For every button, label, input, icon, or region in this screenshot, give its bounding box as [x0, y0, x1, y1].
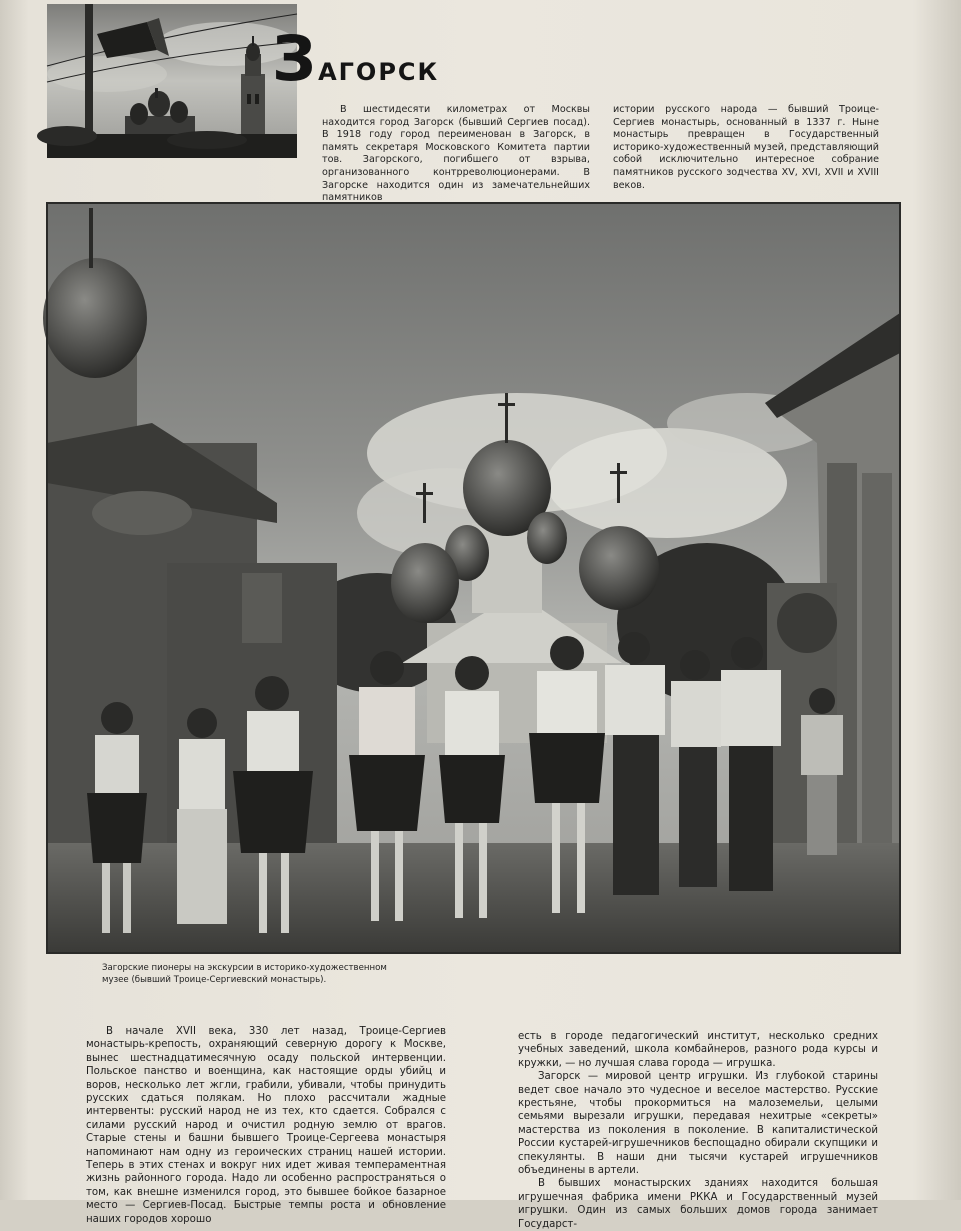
photo-caption: Загорские пионеры на экскурсии в историко-художественном музее (бывший Троице-Сергиевский монастырь). — [102, 963, 387, 985]
body-paragraph: В бывших монастырских зданиях находится большая игрушечная фабрика имени РККА и Государственный музей игрушки. Один из самых больших домов города занимает Государст- — [518, 1178, 878, 1230]
title-rest: АГОРСК — [318, 58, 440, 86]
body-paragraph: Загорск — мировой центр игрушки. Из глубокой старины ведет свое начало это чудесное и веселое мастерство. Русские крестьяне, чтобы прокормиться на малоземельи, целыми семьями вырезали игрушки, передавая нехитрые «секреты» мастерства из поколения в поколение. В капиталистической России кустарей-игрушечников беспощадно обирали скупщики и спекулянты. В наши дни тысячи кустарей игрушечников объединены в артели. — [518, 1071, 878, 1177]
body-text-right — [518, 1030, 878, 1231]
body-paragraph: есть в городе педагогический институт, несколько средних учебных заведений, школа комбайнеров, разного рода курсы и кружки, — но лучшая слава города — игрушка. — [518, 1031, 878, 1069]
zagorsk-skyline-photo — [47, 4, 297, 158]
article-title — [272, 22, 439, 102]
pioneers-excursion-photo — [47, 203, 900, 953]
title-initial: З — [272, 22, 319, 95]
intro-text-left: В шестидесяти километрах от Москвы находится город Загорск (бывший Сергиев посад). В 1918 году город переименован в Загорск, в память секретаря Московского Комитета партии тов. Загорского, погибшего от взрыва, организованного контрреволюционерами. В Загорске находится один из замечательнейших памятников — [322, 104, 590, 204]
body-text-left — [86, 1025, 446, 1226]
intro-text-right: истории русского народа — бывший Троице-Сергиев монастырь, основанный в 1337 г. Ныне монастырь превращен в Государственный историко-художественный музей, представляющий собой исключительно интересное собрание памятников русского зодчества XV, XVI, XVII и XVIII веков. — [613, 104, 879, 191]
body-paragraph: В начале XVII века, 330 лет назад, Троице-Сергиев монастырь-крепость, охраняющий северную дорогу к Москве, вынес шестнадцатимесячную осаду польской интервенции. Польское панство и военщина, как настоящие орды убийц и воров, несколько лет жгли, грабили, убивали, чтобы принудить русских сдаться полякам. Но плохо рассчитали жадные интервенты: русский народ не из тех, кто сдается. Собрался с силами русский народ и очистил родную землю от врагов. Старые стены и башни бывшего Троице-Сергеева монастыря напоминают нам одну из героических страниц нашей истории. Теперь в этих стенах и вокруг них идет живая темпераментная жизнь районного города. Надо ли особенно распространяться о том, как внешне изменился город, это бывшее бойкое базарное место — Сергиев-Посад. Быстрые темпы роста и обновление наших городов хорошо — [86, 1026, 446, 1225]
